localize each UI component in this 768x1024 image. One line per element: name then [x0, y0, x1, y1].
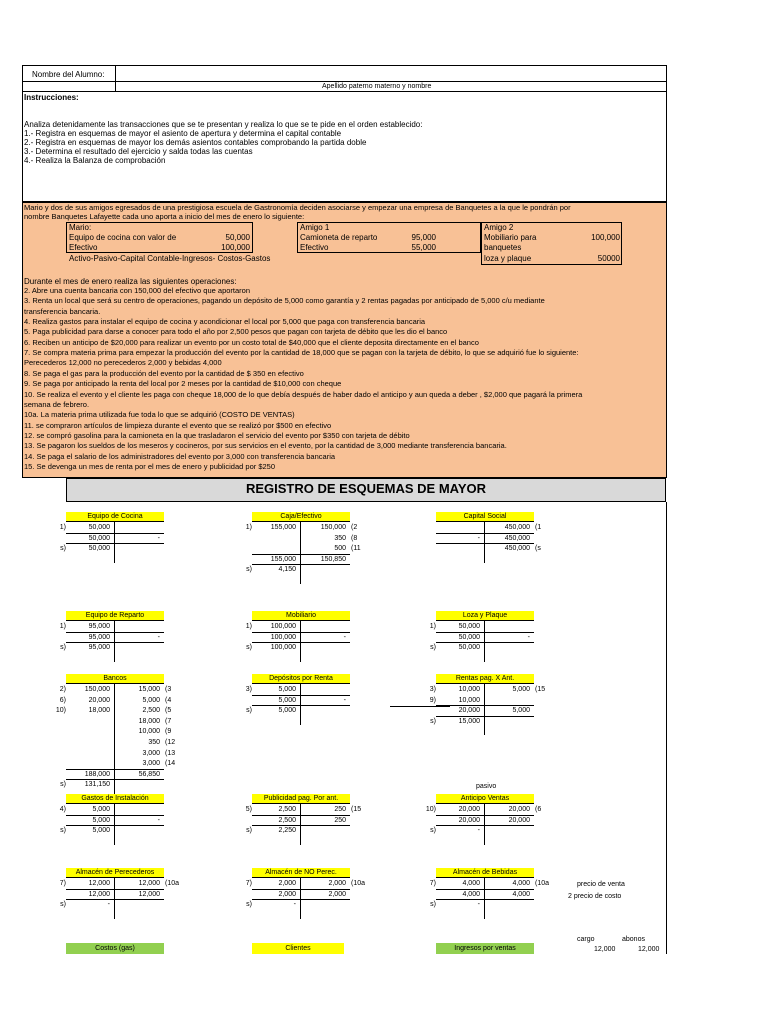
- credit-total: 450,000: [504, 534, 530, 542]
- t-account-divider: [114, 620, 115, 662]
- entry-ref: (15: [535, 686, 546, 693]
- t-account-top: [252, 803, 350, 804]
- instruction-line: 2.- Registra en esquemas de mayor los demás asientos contables comprobando la partida doble: [24, 138, 367, 147]
- t-account-divider: [114, 521, 115, 563]
- t-account-divider: [300, 877, 301, 919]
- divider: [390, 706, 450, 707]
- name-hint: Apellido paterno materno y nombre: [322, 83, 432, 90]
- debit-value: 100,000: [270, 623, 296, 630]
- account-header: Almacén de Bebidas: [436, 868, 534, 877]
- operation-line: 9. Se paga por anticipado la renta del local por 2 meses por la cantidad de $10,000 con cheque: [24, 379, 342, 389]
- t-account-divider: [114, 877, 115, 919]
- debit-value: 20,000: [88, 696, 110, 704]
- entry-ref: (9: [165, 728, 172, 736]
- amigo2-title: Amigo 2: [484, 223, 514, 232]
- debit-value: 4,150: [278, 566, 296, 574]
- mario-item: Efectivo: [69, 243, 98, 252]
- credit-value: 450,000: [504, 545, 530, 553]
- debit-total: 2,000: [278, 890, 296, 898]
- t-account-top: [436, 620, 534, 621]
- note-abonos: abonos: [622, 936, 645, 943]
- instruction-line: 3.- Determina el resultado del ejercicio y salda todas las cuentas: [24, 147, 253, 156]
- debit-total: 4,000: [462, 890, 480, 898]
- operation-line: 10. Se realiza el evento y el cliente les paga con cheque 18,000 de lo que debía después de haber dado el anticipo y aun queda a deber , $2,000 que pagará la primera: [24, 389, 583, 399]
- instruction-line: 1.- Registra en esquemas de mayor el asiento de apertura y determina el capital contable: [24, 129, 342, 138]
- account-header: Almacén de Perecederos: [66, 868, 164, 877]
- entry-ref: 6): [59, 696, 66, 704]
- ledger-title: REGISTRO DE ESQUEMAS DE MAYOR: [245, 481, 487, 496]
- entry-ref: s): [60, 644, 66, 652]
- instruction-line: 4.- Realiza la Balanza de comprobación: [24, 156, 166, 165]
- divider: [115, 65, 116, 91]
- account-header: Depósitos por Renta: [252, 674, 350, 683]
- entry-ref: (7: [165, 717, 172, 725]
- credit-total: -: [157, 534, 160, 542]
- debit-total: 5,000: [278, 696, 296, 704]
- note-pasivo: pasivo: [476, 783, 497, 790]
- credit-total: -: [343, 696, 346, 704]
- amigo2-value: 50000: [597, 254, 620, 263]
- account-header: Almacén de NO Perec.: [252, 868, 350, 877]
- t-account-divider: [300, 620, 301, 662]
- debit-total: 50,000: [458, 633, 480, 641]
- accounting-equation: Activo-Pasivo-Capital Contable-Ingresos- Costos-Gastos: [69, 254, 271, 263]
- credit-value: 350: [334, 534, 346, 542]
- t-account-top: [252, 877, 350, 878]
- credit-value: 4,000: [512, 880, 530, 887]
- credit-value: 15,000: [138, 686, 160, 693]
- entry-ref: 2): [59, 686, 66, 693]
- operation-line: 15. Se devenga un mes de renta por el mes de enero y publicidad por $250: [24, 461, 276, 471]
- credit-value: 10,000: [138, 728, 160, 736]
- debit-value: 2,000: [278, 880, 296, 887]
- credit-total: 12,000: [138, 890, 160, 898]
- note-cargo-value: 12,000: [594, 946, 616, 953]
- debit-value: 155,000: [270, 524, 296, 531]
- amigo1-title: Amigo 1: [300, 223, 330, 232]
- debit-value: 5,000: [92, 806, 110, 813]
- t-account-top: [436, 521, 534, 522]
- entry-ref: (5: [165, 707, 172, 715]
- t-account-divider: [114, 683, 115, 799]
- account-header: Capital Social: [436, 512, 534, 521]
- sheet-border: [666, 502, 667, 954]
- entry-ref: (10a: [535, 880, 550, 887]
- entry-ref: (2: [351, 524, 358, 531]
- debit-value: 5,000: [92, 827, 110, 835]
- entry-ref: (15: [351, 806, 362, 813]
- credit-total: 2,000: [328, 890, 346, 898]
- credit-value: 150,000: [320, 524, 346, 531]
- debit-total: 50,000: [88, 534, 110, 542]
- entry-ref: s): [430, 901, 436, 909]
- entry-ref: 1): [429, 623, 436, 630]
- entry-ref: (11: [351, 545, 361, 553]
- t-account-divider: [300, 803, 301, 845]
- amigo1-value: 55,000: [411, 243, 436, 252]
- operation-line: 11. se compraron artículos de limpieza durante el evento que se realizó por $500 en efectivo: [24, 420, 332, 430]
- operation-line: 12. se compró gasolina para la camioneta en la que trasladaron el servicio del evento por $350 con tarjeta de débito: [24, 430, 410, 440]
- entry-ref: (12: [165, 739, 176, 746]
- entry-ref: (8: [351, 534, 358, 542]
- t-account-top: [66, 683, 164, 684]
- t-account-top: [252, 683, 350, 684]
- credit-value: 3,000: [142, 760, 160, 768]
- credit-value: 2,500: [142, 707, 160, 715]
- debit-value: 5,000: [278, 707, 296, 715]
- debit-value: 100,000: [270, 644, 296, 652]
- credit-total: 56,850: [138, 770, 160, 778]
- credit-value: 5,000: [142, 696, 160, 704]
- entry-ref: s): [246, 707, 252, 715]
- account-header: Rentas pag. X Ant.: [436, 674, 534, 683]
- t-account-divider: [484, 803, 485, 845]
- credit-total: -: [157, 816, 160, 824]
- student-name-field[interactable]: [117, 67, 665, 80]
- t-account-divider: [300, 683, 301, 725]
- entry-ref: 3): [429, 686, 436, 693]
- t-account-top: [436, 877, 534, 878]
- debit-value: 95,000: [88, 623, 110, 630]
- entry-ref: 10): [55, 707, 66, 715]
- case-intro: Mario y dos de sus amigos egresados de una prestigiosa escuela de Gastronomía deciden asociarse y empezar una empresa de Banquetes a la que le pondrán por: [24, 203, 571, 212]
- mario-title: Mario:: [69, 223, 92, 232]
- entry-ref: s): [246, 644, 252, 652]
- instructions-title: Instrucciones:: [24, 93, 79, 102]
- t-account-divider: [484, 620, 485, 662]
- debit-total: 12,000: [88, 890, 110, 898]
- account-header: Equipo de Cocina: [66, 512, 164, 521]
- debit-value: -: [107, 901, 110, 909]
- instruction-line: Analiza detenidamente las transacciones que se te presentan y realiza lo que se te pide en el orden establecido:: [24, 120, 423, 129]
- t-account-top: [66, 877, 164, 878]
- t-account-divider: [484, 521, 485, 563]
- debit-value: 12,000: [88, 880, 110, 887]
- debit-value: 95,000: [88, 644, 110, 652]
- debit-value: 10,000: [458, 696, 480, 704]
- credit-total: -: [343, 633, 346, 641]
- operation-line: 7. Se compra materia prima para empezar la producción del evento por la cantidad de 18,000 que se pagan con la tarjeta de débito, lo que se adquirió fue lo siguiente:: [24, 348, 579, 358]
- debit-value: 50,000: [88, 524, 110, 531]
- operation-line: 4. Realiza gastos para instalar el equipo de cocina y acondicionar el local por 5,000 que paga con transferencia bancaria: [24, 317, 426, 327]
- debit-value: -: [477, 827, 480, 835]
- debit-value: 10,000: [458, 686, 480, 693]
- operation-line: 3. Renta un local que será su centro de operaciones, pagando un depósito de 5,000 como garantía y 2 rentas pagadas por anticipado de 5,000 c/u mediante: [24, 296, 545, 306]
- operation-line: 2. Abre una cuenta bancaria con 150,000 del efectivo que aportaron: [24, 286, 250, 295]
- student-name-label: Nombre del Alumno:: [32, 70, 105, 79]
- account-header: Caja/Efectivo: [252, 512, 350, 521]
- entry-ref: s): [60, 545, 66, 553]
- credit-value: 5,000: [512, 686, 530, 693]
- credit-value: 12,000: [138, 880, 160, 887]
- mario-value: 50,000: [225, 233, 250, 242]
- mario-item: Equipo de cocina con valor de: [69, 233, 177, 242]
- t-account-top: [66, 620, 164, 621]
- credit-total: 250: [334, 816, 346, 824]
- amigo2-value: 100,000: [591, 233, 620, 242]
- entry-ref: 7): [245, 880, 252, 887]
- entry-ref: s): [430, 827, 436, 835]
- credit-value: 450,000: [504, 524, 530, 531]
- debit-value: 150,000: [84, 686, 110, 693]
- debit-value: 50,000: [458, 644, 480, 652]
- note-cargo: cargo: [577, 936, 595, 943]
- debit-value: -: [293, 901, 296, 909]
- credit-value: 2,000: [328, 880, 346, 887]
- entry-ref: 1): [245, 623, 252, 630]
- debit-total: 20,000: [458, 707, 480, 715]
- entry-ref: s): [60, 901, 66, 909]
- operation-line: transferencia bancaria.: [24, 306, 101, 316]
- account-ingresos-header: Ingresos por ventas: [436, 943, 534, 954]
- debit-value: 2,500: [278, 806, 296, 813]
- credit-value: 18,000: [138, 717, 160, 725]
- operation-line: semana de febrero.: [24, 399, 90, 409]
- amigo2-item: Mobiliario para: [484, 233, 537, 242]
- entry-ref: s): [430, 717, 436, 725]
- account-header: Gastos de Instalación: [66, 794, 164, 803]
- entry-ref: 5): [245, 806, 252, 813]
- debit-total: 188,000: [84, 770, 110, 778]
- case-intro: nombre Banquetes Lafayette cada uno aporta a inicio del mes de enero lo siguiente:: [24, 212, 305, 221]
- t-account-divider: [484, 683, 485, 735]
- entry-ref: s): [60, 827, 66, 835]
- note-abonos-value: 12,000: [638, 946, 660, 953]
- note-precio-venta: precio de venta: [577, 881, 625, 888]
- debit-total: 20,000: [458, 816, 480, 824]
- debit-value: 5,000: [278, 686, 296, 693]
- credit-value: 350: [148, 739, 160, 746]
- account-header: Bancos: [66, 674, 164, 683]
- debit-value: 20,000: [458, 806, 480, 813]
- account-header: Publicidad pag. Por ant.: [252, 794, 350, 803]
- account-header: Equipo de Reparto: [66, 611, 164, 620]
- debit-value: 15,000: [458, 717, 480, 725]
- operation-line: 14. Se paga el salario de los administradores del evento por 3,000 con transferencia bancaria: [24, 451, 336, 461]
- debit-value: 2,250: [278, 827, 296, 835]
- mario-value: 100,000: [221, 243, 250, 252]
- debit-value: 50,000: [458, 623, 480, 630]
- amigo1-value: 95,000: [411, 233, 436, 242]
- debit-total: 100,000: [270, 633, 296, 641]
- account-header: Mobiliario: [252, 611, 350, 620]
- amigo2-item: loza y plaque: [484, 254, 532, 263]
- operation-line: 8. Se paga el gas para la producción del evento por la cantidad de $ 350 en efectivo: [24, 368, 304, 378]
- credit-value: 20,000: [508, 806, 530, 813]
- credit-total: 150,850: [320, 555, 346, 563]
- account-header: Loza y Plaque: [436, 611, 534, 620]
- credit-total: 5,000: [512, 707, 530, 715]
- operation-line: 5. Paga publicidad para darse a conocer para todo el año por 2,500 pesos que pagan con tarjeta de débito que les dio el banco: [24, 327, 448, 337]
- entry-ref: 7): [429, 880, 436, 887]
- entry-ref: 7): [59, 880, 66, 887]
- t-account-top: [66, 521, 164, 522]
- amigo1-item: Camioneta de reparto: [300, 233, 378, 242]
- debit-value: -: [477, 901, 480, 909]
- t-account-divider: [484, 877, 485, 919]
- entry-ref: 9): [429, 696, 436, 704]
- debit-value: 4,000: [462, 880, 480, 887]
- entry-ref: (6: [535, 806, 542, 813]
- account-clientes-header: Clientes: [252, 943, 344, 954]
- credit-total: 20,000: [508, 816, 530, 824]
- operation-line: 10a. La materia prima utilizada fue toda lo que se adquirió (COSTO DE VENTAS): [24, 410, 295, 420]
- credit-value: 250: [334, 806, 346, 813]
- entry-ref: 1): [59, 524, 66, 531]
- t-account-divider: [300, 521, 301, 584]
- debit-total: 95,000: [88, 633, 110, 641]
- account-costos-header: Costos (gas): [66, 943, 164, 954]
- entry-ref: s): [246, 901, 252, 909]
- amigo2-item: banquetes: [484, 243, 522, 252]
- t-account-top: [252, 620, 350, 621]
- entry-ref: 1): [245, 524, 252, 531]
- operation-line: 6. Reciben un anticipo de $20,000 para realizar un evento por un costo total de $40,000 que el cliente deposita directamente en el banco: [24, 337, 479, 347]
- entry-ref: (14: [165, 760, 176, 768]
- entry-ref: 10): [425, 806, 436, 813]
- credit-value: 500: [334, 545, 346, 553]
- credit-value: 3,000: [142, 749, 160, 757]
- credit-total: -: [157, 633, 160, 641]
- debit-total: -: [477, 534, 480, 542]
- entry-ref: (4: [165, 696, 172, 704]
- entry-ref: 1): [59, 623, 66, 630]
- t-account-top: [252, 521, 350, 522]
- debit-total: 2,500: [278, 816, 296, 824]
- amigo1-item: Efectivo: [300, 243, 329, 252]
- t-account-top: [436, 683, 534, 684]
- entry-ref: (s: [535, 545, 541, 553]
- credit-total: 4,000: [512, 890, 530, 898]
- debit-total: 5,000: [92, 816, 110, 824]
- t-account-top: [66, 803, 164, 804]
- t-account-top: [436, 803, 534, 804]
- entry-ref: (1: [535, 524, 542, 531]
- entry-ref: s): [246, 827, 252, 835]
- operation-line: Perecederos 12,000 no perecederos 2,000 y bebidas 4,000: [24, 358, 222, 368]
- entry-ref: 4): [59, 806, 66, 813]
- debit-value: 131,150: [84, 781, 110, 789]
- debit-total: 155,000: [270, 555, 296, 563]
- debit-value: 18,000: [88, 707, 110, 715]
- entry-ref: (10a: [165, 880, 180, 887]
- note-precio-costo: 2 precio de costo: [568, 893, 622, 900]
- entry-ref: s): [60, 781, 66, 789]
- entry-ref: (13: [165, 749, 176, 757]
- operation-line: 13. Se pagaron los sueldos de los meseros y cocineros, por sus servicios en el evento, por la cantidad de 3,000 mediante transferencia bancaria.: [24, 441, 507, 451]
- entry-ref: (3: [165, 686, 172, 693]
- operations-title: Durante el mes de enero realiza las siguientes operaciones:: [24, 277, 237, 286]
- entry-ref: s): [430, 644, 436, 652]
- credit-total: -: [527, 633, 530, 641]
- account-header: Anticipo Ventas: [436, 794, 534, 803]
- entry-ref: s): [246, 566, 252, 574]
- entry-ref: 3): [245, 686, 252, 693]
- debit-value: 50,000: [88, 545, 110, 553]
- t-account-divider: [114, 803, 115, 845]
- entry-ref: (10a: [351, 880, 366, 887]
